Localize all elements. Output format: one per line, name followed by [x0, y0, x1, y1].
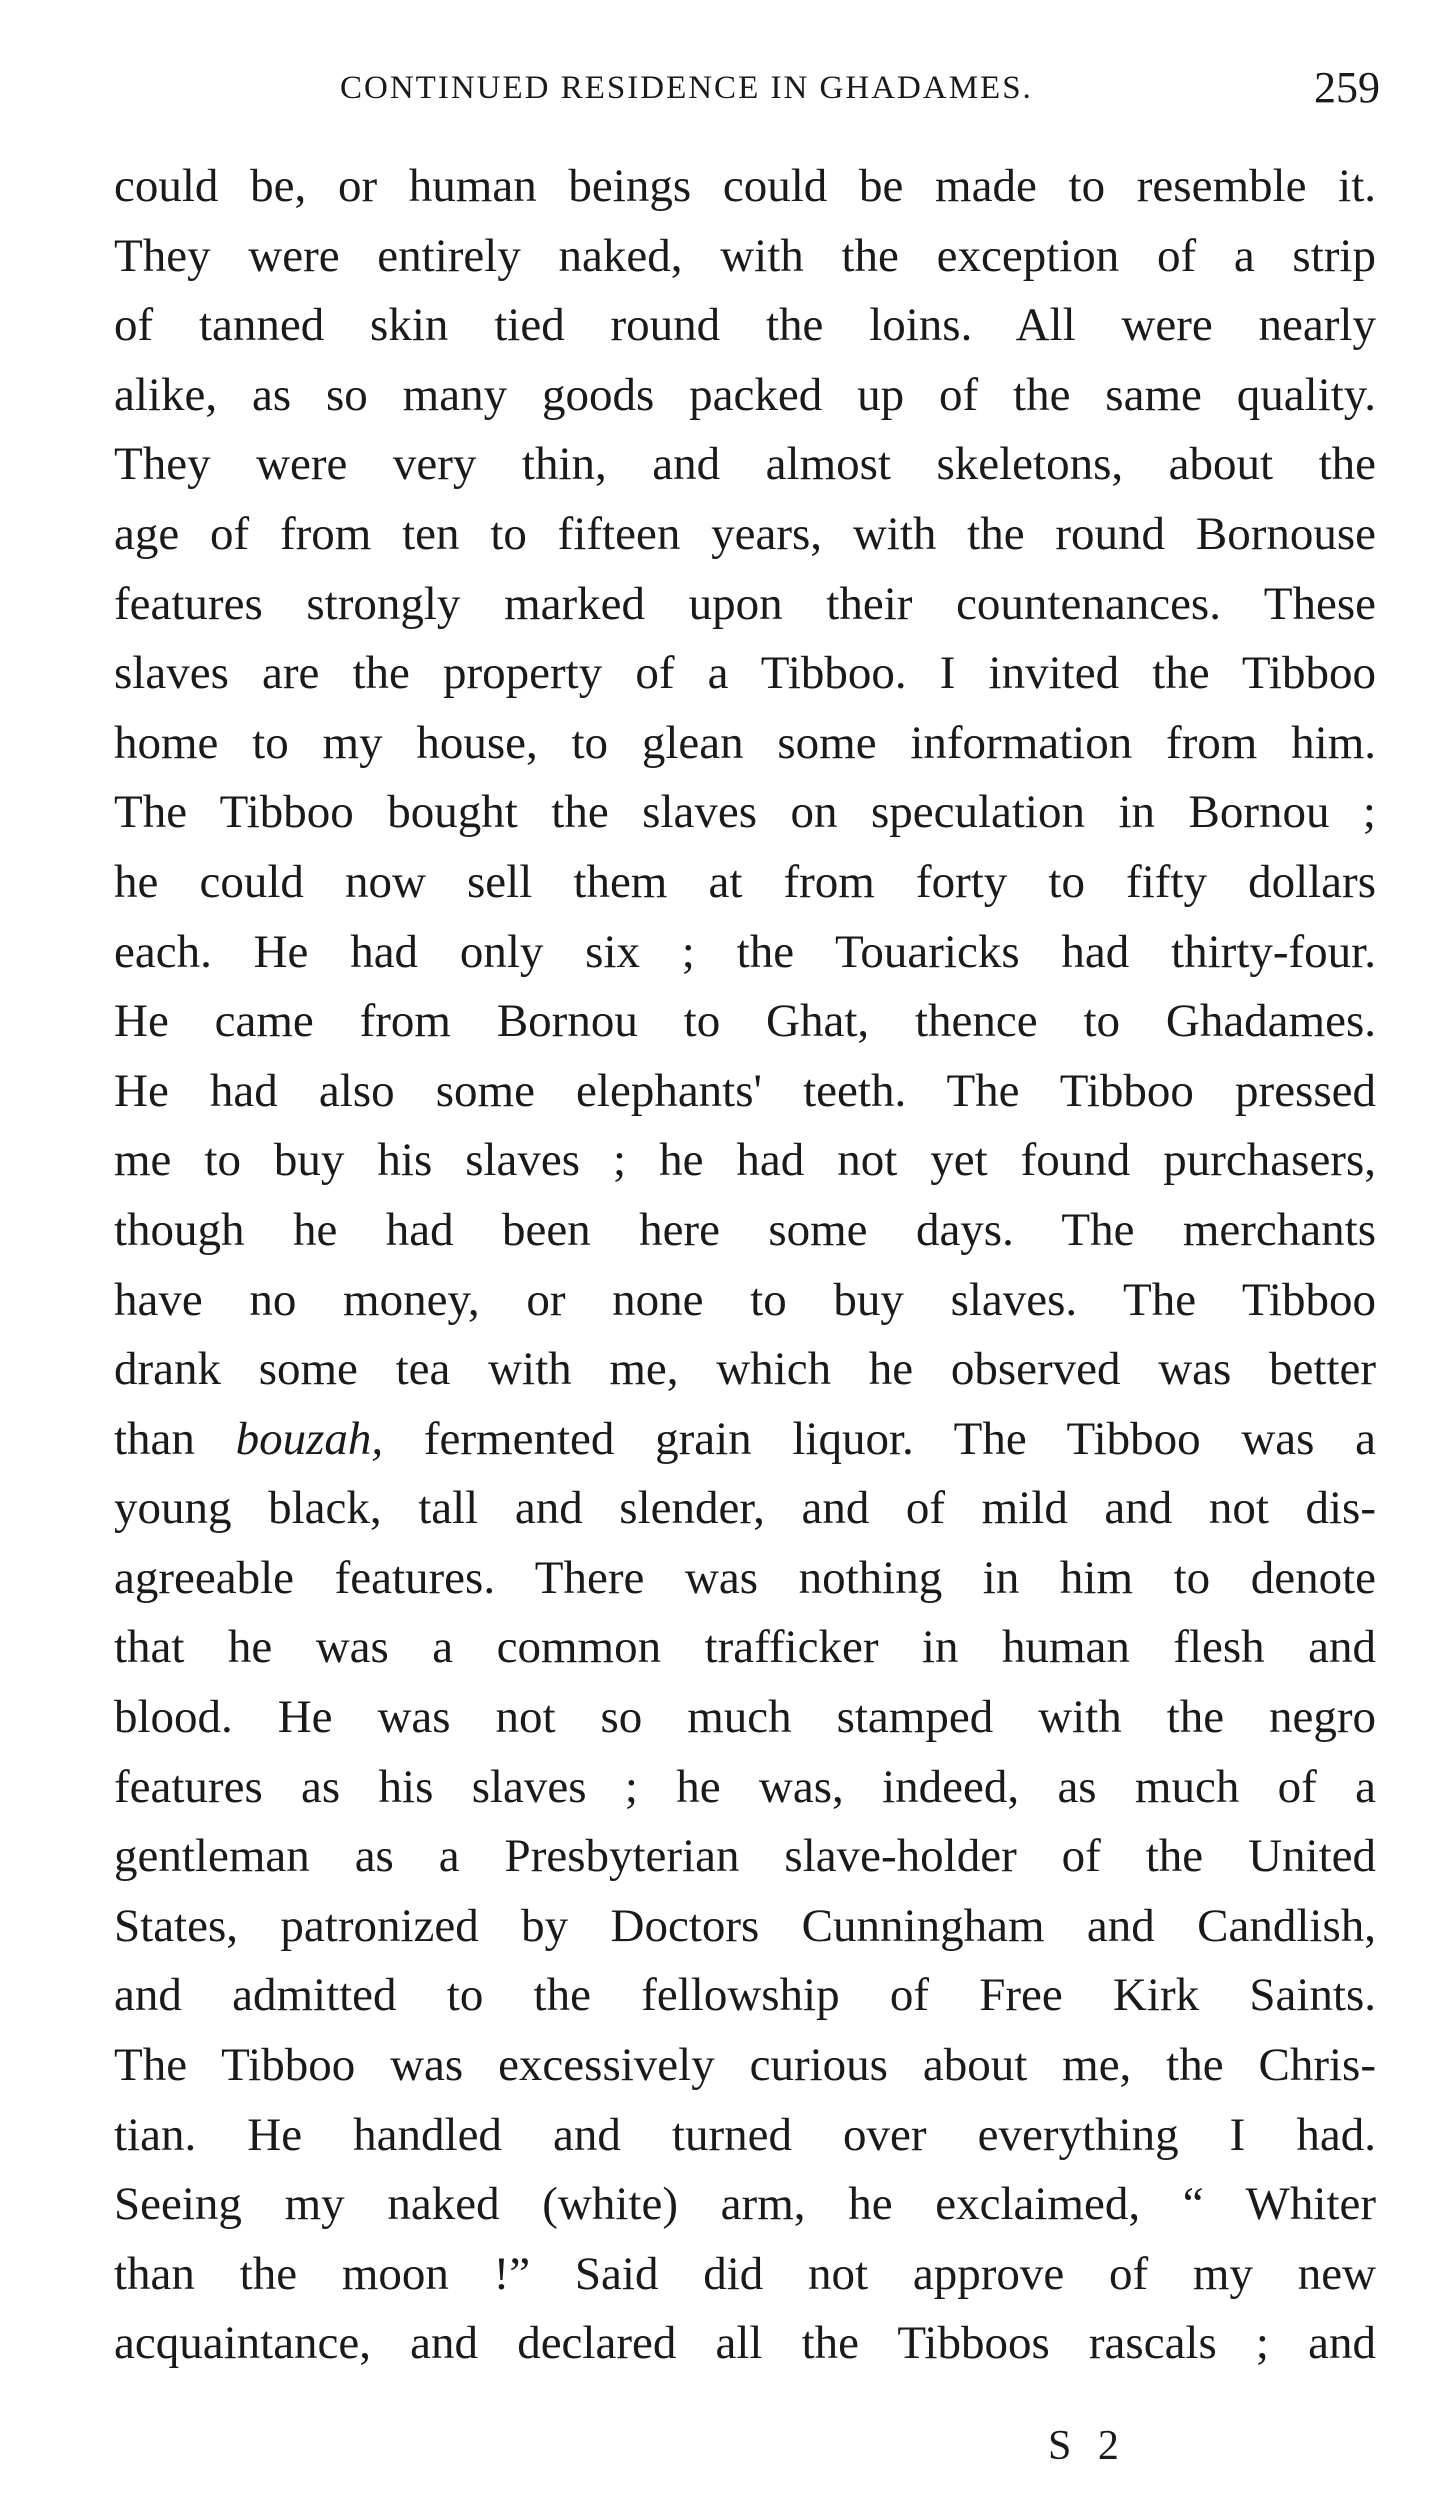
- text-line: features as his slaves ; he was, indeed, as much of a: [114, 1760, 1376, 1813]
- italic-word: bouzah,: [235, 1412, 384, 1465]
- body-text: [114, 152, 1376, 2379]
- text-line: each. He had only six ; the Touaricks had thirty-four.: [114, 925, 1376, 978]
- text-line: have no money, or none to buy slaves. The Tibboo: [114, 1273, 1376, 1326]
- text-line: acquaintance, and declared all the Tibboos rascals ; and: [114, 2317, 1376, 2370]
- text-line: could be, or human beings could be made to resemble it.: [114, 160, 1376, 212]
- text-line: and admitted to the fellowship of Free Kirk Saints.: [114, 1969, 1376, 2022]
- text-line: alike, as so many goods packed up of the same quality.: [114, 368, 1376, 421]
- text-line: slaves are the property of a Tibboo. I invited the Tibboo: [114, 647, 1376, 700]
- text-line: Seeing my naked (white) arm, he exclaimed, “ Whiter: [114, 2178, 1376, 2231]
- text-line: tian. He handled and turned over everything I had.: [114, 2108, 1376, 2161]
- text-fragment: than: [114, 1412, 236, 1465]
- text-line: though he had been here some days. The merchants: [114, 1203, 1376, 1256]
- text-line: of tanned skin tied round the loins. All were nearly: [114, 299, 1376, 352]
- text-line: features strongly marked upon their countenances. These: [114, 577, 1376, 630]
- text-line: He came from Bornou to Ghat, thence to Ghadames.: [114, 995, 1376, 1048]
- text-line: than the moon !” Said did not approve of my new: [114, 2247, 1376, 2300]
- text-fragment: fermented grain liquor. The Tibboo was a: [383, 1412, 1377, 1465]
- running-head: [340, 62, 1380, 112]
- signature-mark: S 2: [1048, 2423, 1127, 2469]
- text-line: The Tibboo was excessively curious about me, the Chris-: [114, 2039, 1376, 2092]
- text-line: They were very thin, and almost skeletons, about the: [114, 438, 1376, 491]
- text-line-with-italic: [114, 1405, 1376, 1475]
- text-line: He had also some elephants' teeth. The Tibboo pressed: [114, 1064, 1376, 1117]
- text-line: drank some tea with me, which he observed was better: [114, 1343, 1376, 1396]
- text-line: They were entirely naked, with the exception of a strip: [114, 229, 1376, 282]
- text-line: blood. He was not so much stamped with the negro: [114, 1691, 1376, 1744]
- text-line: age of from ten to fifteen years, with the round Bornouse: [114, 507, 1376, 560]
- running-title: CONTINUED RESIDENCE IN GHADAMES.: [340, 70, 1033, 106]
- text-line: home to my house, to glean some information from him.: [114, 716, 1376, 769]
- text-line: me to buy his slaves ; he had not yet found purchasers,: [114, 1134, 1376, 1187]
- text-line: gentleman as a Presbyterian slave-holder of the United: [114, 1830, 1376, 1883]
- text-line: agreeable features. There was nothing in him to denote: [114, 1551, 1376, 1604]
- text-line: States, patronized by Doctors Cunningham and Candlish,: [114, 1899, 1376, 1952]
- page-number: 259: [1314, 63, 1380, 112]
- text-line: young black, tall and slender, and of mild and not dis-: [114, 1482, 1376, 1535]
- text-line: he could now sell them at from forty to fifty dollars: [114, 855, 1376, 908]
- text-line: that he was a common trafficker in human flesh and: [114, 1621, 1376, 1674]
- text-line: The Tibboo bought the slaves on speculation in Bornou ;: [114, 786, 1376, 839]
